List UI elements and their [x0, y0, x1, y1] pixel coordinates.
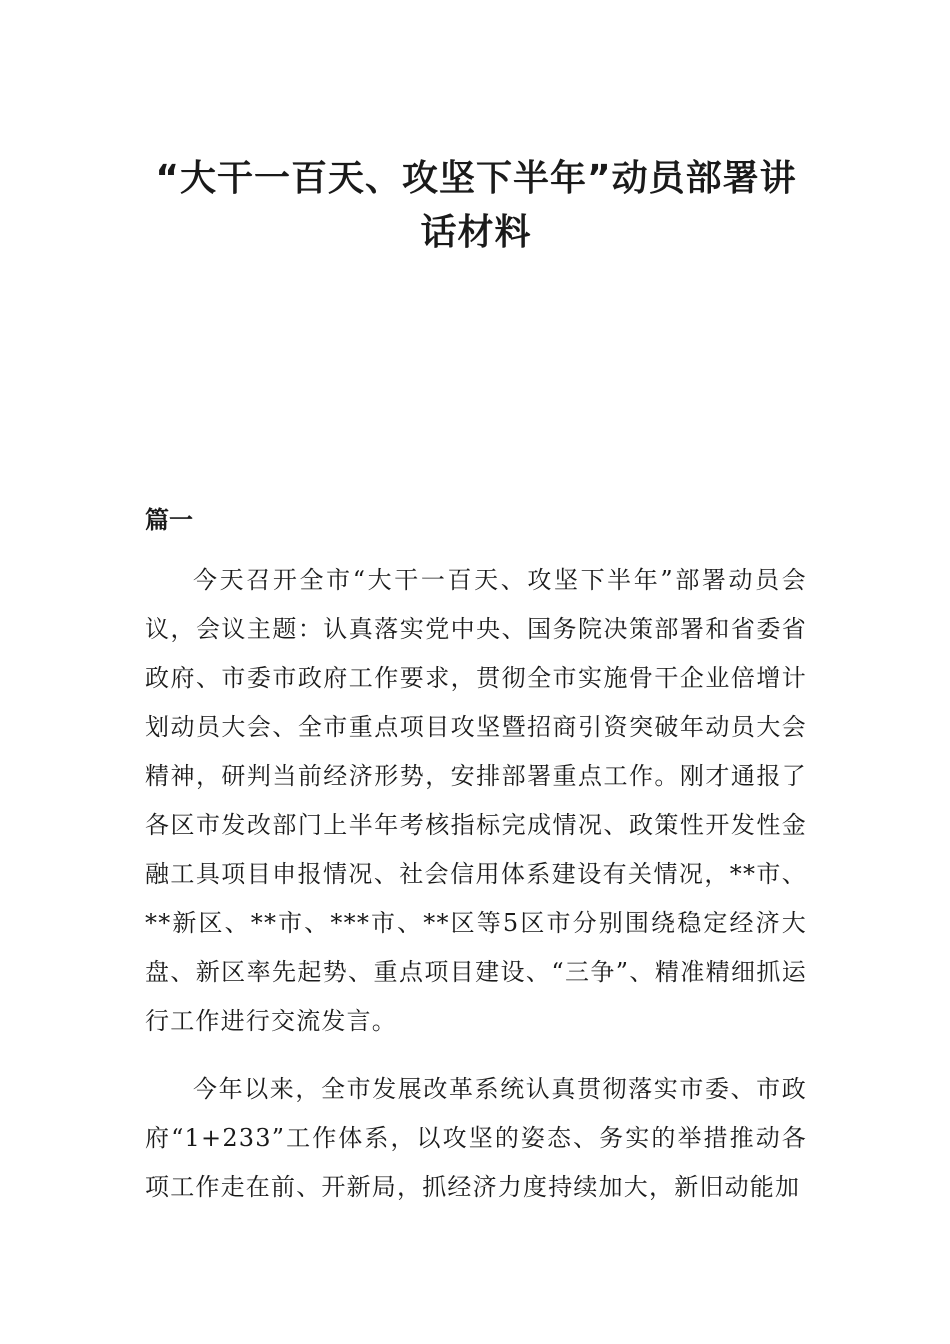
document-title: “大干一百天、攻坚下半年”动员部署讲话材料 — [155, 158, 797, 253]
body-paragraph: 今天召开全市“大干一百天、攻坚下半年”部署动员会议，会议主题：认真落实党中央、国务院决策部署和省委省政府、市委市政府工作要求，贯彻全市实施骨干企业倍增计划动员大会、全市重点项目攻坚暨招商引资突破年动员大会精神，研判当前经济形势，安排部署重点工作。刚才通报了各区市发改部门上半年考核指标完成情况、政策性开发性金融工具项目申报情况、社会信用体系建设有关情况，**市、**新区、**市、***市、**区等5区市分别围绕稳定经济大盘、新区率先起势、重点项目建设、“三争”、精准精细抓运行工作进行交流发言。 — [145, 566, 807, 1035]
section-heading: 篇一 — [145, 506, 193, 534]
body-paragraph: 今年以来，全市发展改革系统认真贯彻落实市委、市政府“1+233”工作体系，以攻坚的姿态、务实的举措推动各项工作走在前、开新局，抓经济力度持续加大，新旧动能加 — [145, 1075, 807, 1201]
